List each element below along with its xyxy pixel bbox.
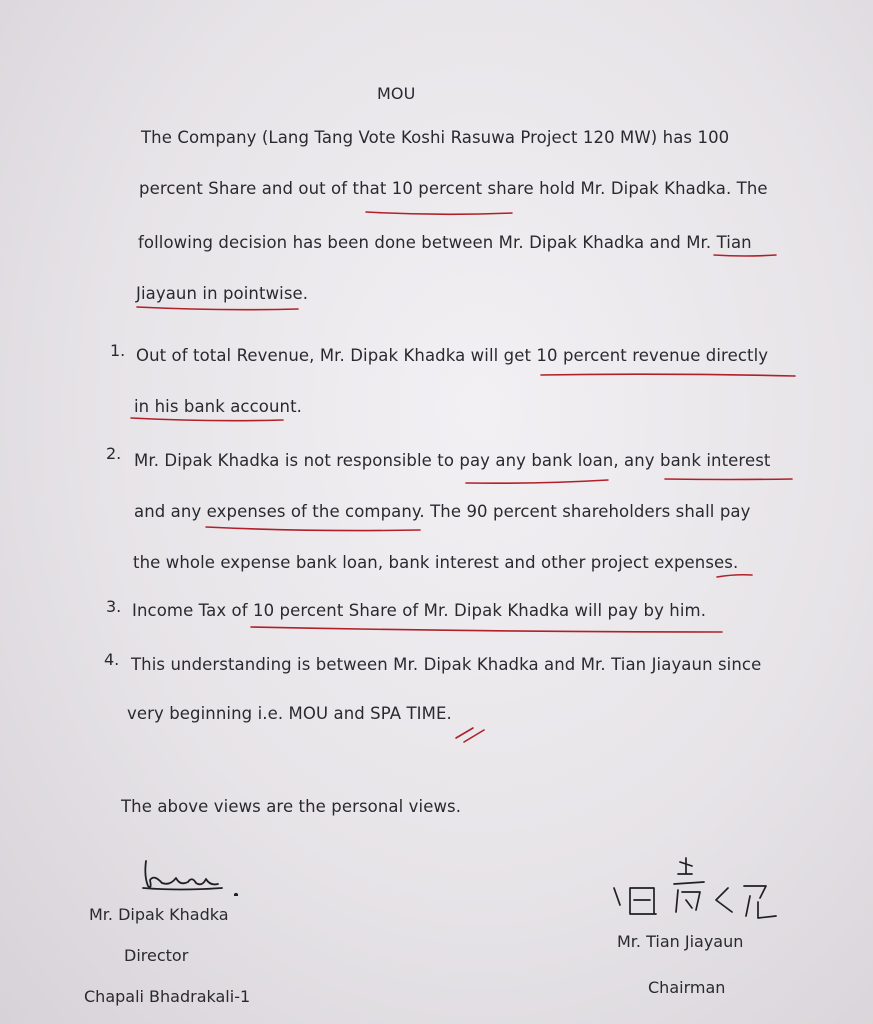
intro-line-4: Jiayaun in pointwise. — [136, 284, 309, 303]
underline-expenses-of-company — [206, 527, 420, 531]
underline-bank-interest — [665, 479, 792, 480]
point-4-line-1: This understanding is between Mr. Dipak Khadka and Mr. Tian Jiayaun since — [131, 655, 762, 674]
right-signatory-name: Mr. Tian Jiayaun — [617, 932, 744, 951]
underline-bank-account — [131, 418, 283, 421]
point-4-number: 4. — [104, 650, 120, 669]
left-signature — [140, 856, 240, 896]
point-3-number: 3. — [106, 597, 122, 616]
point-1-line-1: Out of total Revenue, Mr. Dipak Khadka will get 10 percent revenue directly — [136, 346, 769, 365]
point-1-number: 1. — [110, 341, 126, 360]
point-1-line-2: in his bank account. — [134, 397, 302, 416]
intro-line-2: percent Share and out of that 10 percent share hold Mr. Dipak Khadka. The — [139, 179, 768, 198]
point-3-line-1: Income Tax of 10 percent Share of Mr. Dipak Khadka will pay by him. — [132, 601, 707, 620]
right-signature — [600, 850, 790, 930]
underline-pay-any-bank-loan — [466, 480, 608, 483]
point-4-line-2: very beginning i.e. MOU and SPA TIME. — [127, 704, 452, 723]
closing-statement: The above views are the personal views. — [121, 797, 462, 816]
underline-10-percent-share — [366, 212, 512, 214]
underline-revenue-directly — [541, 374, 795, 376]
underline-income-tax — [251, 627, 722, 632]
underline-jiayaun-pointwise — [137, 307, 298, 310]
document-title: MOU — [377, 84, 416, 103]
point-2-number: 2. — [106, 444, 122, 463]
intro-line-1: The Company (Lang Tang Vote Koshi Rasuwa Project 120 MW) has 100 — [141, 128, 730, 147]
end-mark-stroke-1 — [456, 728, 473, 738]
left-signatory-title: Director — [124, 946, 189, 965]
left-signatory-address: Chapali Bhadrakali-1 — [84, 987, 251, 1006]
intro-line-3: following decision has been done between Mr. Dipak Khadka and Mr. Tian — [138, 233, 752, 252]
underline-mr-tian — [714, 255, 776, 256]
underline-expenses-tick — [717, 575, 752, 577]
point-2-line-1: Mr. Dipak Khadka is not responsible to pay any bank loan, any bank interest — [134, 451, 771, 470]
point-2-line-3: the whole expense bank loan, bank interest and other project expenses. — [133, 553, 739, 572]
point-2-line-2: and any expenses of the company. The 90 percent shareholders shall pay — [134, 502, 751, 521]
right-signatory-title: Chairman — [648, 978, 726, 997]
left-signatory-name: Mr. Dipak Khadka — [89, 905, 229, 924]
